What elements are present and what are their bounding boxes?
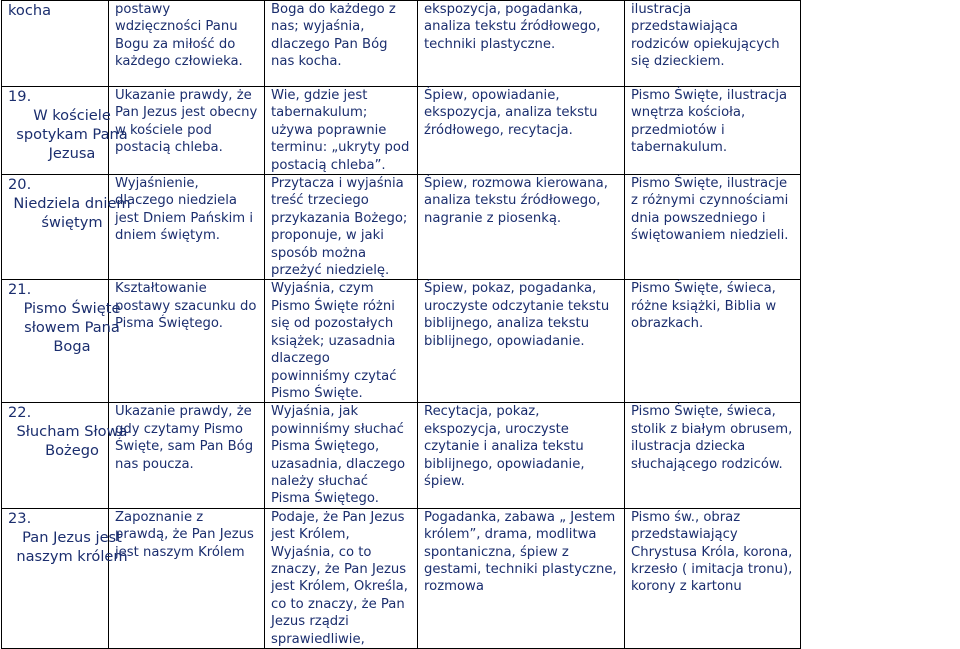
topic-cell [2, 280, 121, 403]
curriculum-table [1, 0, 960, 649]
table-row [2, 1, 960, 87]
methods-cell: Śpiew, opowiadanie, ekspozycja, analiza tekstu źródłowego, recytacja. [418, 87, 625, 175]
topic-cell [2, 1, 109, 87]
materials-cell: ilustracja przedstawiająca rodziców opiekujących się dzieckiem. [625, 1, 801, 87]
activities-cell: Wyjaśnia, jak powinniśmy słuchać Pisma Świętego, uzasadnia, dlaczego należy słuchać Pisma Świętego. [265, 403, 418, 508]
methods-cell: ekspozycja, pogadanka, analiza tekstu źródłowego, techniki plastyczne. [418, 1, 625, 87]
activities-cell: Boga do każdego z nas; wyjaśnia, dlaczego Pan Bóg nas kocha. [265, 1, 418, 87]
materials-cell: Pismo Święte, świeca, różne książki, Biblia w obrazkach. [625, 280, 801, 403]
methods-cell: Recytacja, pokaz, ekspozycja, uroczyste czytanie i analiza tekstu biblijnego, opowiadanie, śpiew. [418, 403, 625, 508]
methods-cell: Pogadanka, zabawa „ Jestem królem”, drama, modlitwa spontaniczna, śpiew z gestami, techniki plastyczne, rozmowa [418, 508, 625, 648]
topic-cell [2, 403, 128, 508]
lesson-number: 19. [8, 88, 32, 105]
table-row [2, 87, 960, 175]
table-row [2, 175, 960, 280]
lesson-topic: kocha [8, 2, 52, 19]
lesson-topic: Słucham Słowa Bożego [16, 423, 128, 460]
materials-cell: Pismo Święte, ilustracje z różnymi czynnościami dnia powszedniego i świętowaniem niedzieli. [625, 175, 801, 280]
topic-cell [2, 508, 128, 648]
activities-cell: Wie, gdzie jest tabernakulum; używa poprawnie terminu: „ukryty pod postacią chleba”. [265, 87, 418, 175]
activities-cell: Wyjaśnia, czym Pismo Święte różni się od pozostałych książek; uzasadnia dlaczego powinniśmy czytać Pismo Święte. [265, 280, 418, 403]
lesson-number: 20. [8, 176, 32, 194]
goals-cell: Kształtowanie postawy szacunku do Pisma Świętego. [109, 280, 265, 403]
topic-cell [2, 175, 131, 280]
materials-cell: Pismo Święte, świeca, stolik z białym obrusem, ilustracja dziecka słuchającego rodziców. [625, 403, 801, 508]
table-row [2, 403, 960, 508]
lesson-topic: Pismo Święte słowem Pana Boga [23, 300, 121, 356]
activities-cell: Podaje, że Pan Jezus jest Królem, Wyjaśnia, co to znaczy, że Pan Jezus jest Królem, Określa, co to znaczy, że Pan Jezus rządzi sprawiedliwie, [265, 508, 418, 648]
goals-cell: Ukazanie prawdy, że Pan Jezus jest obecny w kościele pod postacią chleba. [109, 87, 265, 175]
goals-cell: Wyjaśnienie, dlaczego niedziela jest Dniem Pańskim i dniem świętym. [109, 175, 265, 280]
lesson-number: 23. [8, 509, 32, 527]
table-row [2, 508, 960, 648]
topic-cell [2, 87, 128, 175]
methods-cell: Śpiew, pokaz, pogadanka, uroczyste odczytanie tekstu biblijnego, analiza tekstu biblijnego, opowiadanie. [418, 280, 625, 403]
lesson-number: 22. [8, 404, 32, 422]
materials-cell: Pismo św., obraz przedstawiający Chrystusa Króla, korona, krzesło ( imitacja tronu), korony z kartonu [625, 508, 801, 648]
goals-cell: Ukazanie prawdy, że gdy czytamy Pismo Święte, sam Pan Bóg nas poucza. [109, 403, 265, 508]
lesson-topic: W kościele spotykam Pana Jezusa [16, 107, 128, 162]
materials-cell: Pismo Święte, ilustracja wnętrza kościoła, przedmiotów i tabernakulum. [625, 87, 801, 175]
goals-cell: Zapoznanie z prawdą, że Pan Jezus jest naszym Królem [109, 508, 265, 648]
table-row [2, 280, 960, 403]
goals-cell: postawy wdzięczności Panu Bogu za miłość do każdego człowieka. [109, 1, 265, 87]
lesson-topic: Niedziela dniem świętym [13, 195, 131, 232]
activities-cell: Przytacza i wyjaśnia treść trzeciego przykazania Bożego; proponuje, w jaki sposób można przeżyć niedzielę. [265, 175, 418, 280]
lesson-number: 21. [8, 281, 32, 299]
methods-cell: Śpiew, rozmowa kierowana, analiza tekstu źródłowego, nagranie z piosenką. [418, 175, 625, 280]
lesson-topic: Pan Jezus jest naszym królem [16, 528, 128, 565]
